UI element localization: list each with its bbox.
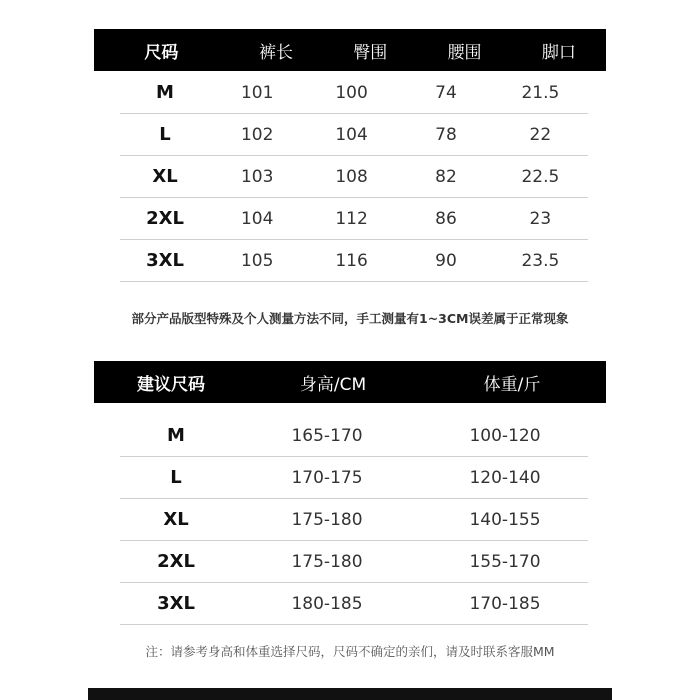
- height-cell: 175-180: [291, 509, 363, 530]
- waist-cell: 90: [435, 250, 457, 271]
- table-row: [120, 156, 588, 198]
- size-chart-header: [94, 29, 606, 71]
- size-cell: 3XL: [146, 250, 184, 271]
- table-row: [120, 240, 588, 282]
- table-row: [120, 457, 588, 499]
- size-cell: 3XL: [157, 593, 195, 614]
- weight-cell: 120-140: [469, 467, 541, 488]
- length-cell: 101: [240, 82, 274, 103]
- height-cell: 180-185: [291, 593, 363, 614]
- weight-cell: 140-155: [469, 509, 541, 530]
- hip-cell: 108: [335, 166, 368, 187]
- waist-cell: 78: [435, 124, 457, 145]
- hip-cell: 116: [335, 250, 368, 271]
- table-row: [120, 72, 588, 114]
- waist-cell: 82: [435, 166, 457, 187]
- header-hem: 脚口: [541, 42, 576, 63]
- contact-service-note: 注：请参考身高和体重选择尺码，尺码不确定的亲们，请及时联系客服MM: [145, 644, 555, 659]
- hip-cell: 104: [335, 124, 368, 145]
- size-cell: M: [167, 425, 185, 446]
- header-waist: 腰围: [447, 42, 482, 63]
- header-recommended-size: 建议尺码: [137, 374, 205, 395]
- length-cell: 105: [240, 250, 274, 271]
- hip-cell: 100: [335, 82, 368, 103]
- length-cell: 104: [240, 208, 274, 229]
- table-row: [120, 583, 588, 625]
- weight-cell: 170-185: [469, 593, 541, 614]
- waist-cell: 86: [435, 208, 457, 229]
- height-cell: 170-175: [291, 467, 363, 488]
- size-cell: 2XL: [157, 551, 195, 572]
- size-cell: XL: [163, 509, 189, 530]
- size-cell: L: [159, 124, 171, 145]
- length-cell: 103: [240, 166, 274, 187]
- hem-cell: 23.5: [521, 250, 560, 271]
- header-hip: 臀围: [353, 42, 388, 63]
- header-length: 裤长: [259, 42, 293, 63]
- header-size: 尺码: [144, 42, 179, 63]
- header-weight: 体重/斤: [483, 374, 541, 395]
- size-cell: 2XL: [146, 208, 184, 229]
- hem-cell: 21.5: [521, 82, 560, 103]
- hem-cell: 22: [529, 124, 552, 145]
- waist-cell: 74: [435, 82, 457, 103]
- table-row: [120, 198, 588, 240]
- recommend-chart-header: [94, 361, 606, 403]
- size-cell: XL: [152, 166, 178, 187]
- hem-cell: 23: [529, 208, 552, 229]
- height-cell: 165-170: [291, 425, 363, 446]
- table-row: [120, 415, 588, 457]
- table-row: [120, 499, 588, 541]
- weight-cell: 100-120: [469, 425, 541, 446]
- length-cell: 102: [240, 124, 274, 145]
- table-row: [120, 114, 588, 156]
- hem-cell: 22.5: [521, 166, 560, 187]
- measurement-note: 部分产品版型特殊及个人测量方法不同，手工测量有1~3CM误差属于正常现象: [131, 311, 569, 326]
- header-height: 身高/CM: [299, 374, 367, 395]
- size-cell: L: [170, 467, 182, 488]
- height-cell: 175-180: [291, 551, 363, 572]
- weight-cell: 155-170: [469, 551, 541, 572]
- table-row: [120, 541, 588, 583]
- size-cell: M: [156, 82, 174, 103]
- hip-cell: 112: [335, 208, 368, 229]
- bottom-decorative-bar: [88, 688, 612, 700]
